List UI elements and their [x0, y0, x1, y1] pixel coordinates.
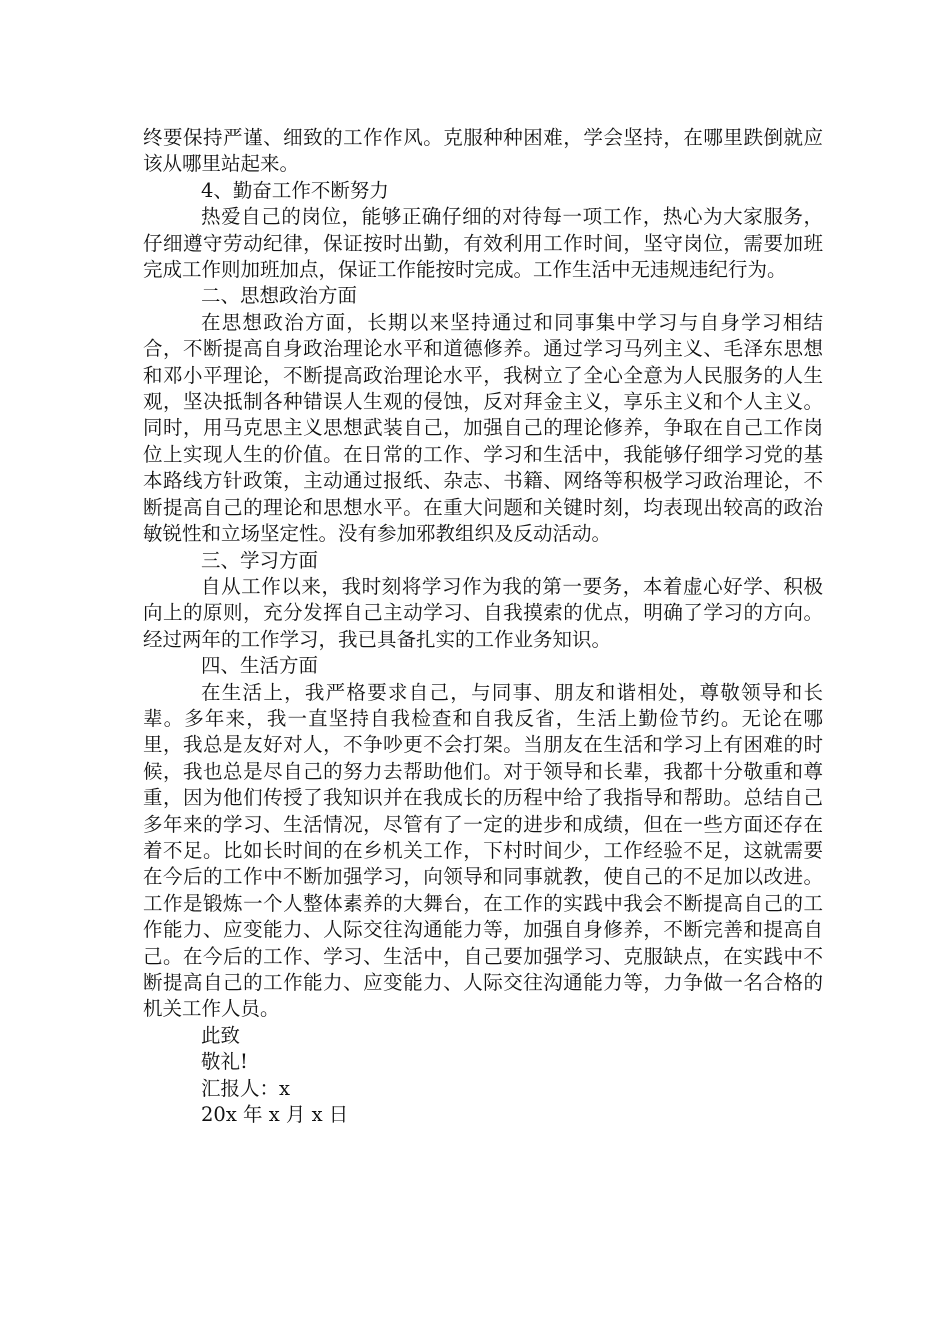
section-heading-political-thought: 二、思想政治方面 [201, 284, 358, 308]
closing-regards: 敬礼! [201, 1050, 248, 1074]
section-heading-life: 四、生活方面 [201, 654, 319, 678]
section-heading-diligent-work: 4、勤奋工作不断努力 [201, 178, 389, 202]
paragraph-life: 在生活上，我严格要求自己，与同事、朋友和谐相处，尊敬领导和长辈。多年来，我一直坚持自我检查和自我反省，生活上勤俭节约。无论在哪里，我总是友好对人，不争吵更不会打架。当朋友在生活和学习上有困难的时候，我也总是尽自己的努力去帮助他们。对于领导和长辈，我都十分敬重和尊重，因为他们传授了我知识并在我成长的历程中给了我指导和帮助。总结自己多年来的学习、生活情况，尽管有了一定的进步和成绩，但在一些方面还存在着不足。比如长时间的在乡机关工作，下村时间少，工作经验不足，这就需要在今后的工作中不断加强学习，向领导和同事就教，使自己的不足加以改进。工作是锻炼一个人整体素养的大舞台，在工作的实践中我会不断提高自己的工作能力、应变能力、人际交往沟通能力等，加强自身修养，不断完善和提高自己。在今后的工作、学习、生活中，自己要加强学习、克服缺点，在实践中不断提高自己的工作能力、应变能力、人际交往沟通能力等，力争做一名合格的机关工作人员。 [143, 680, 823, 1021]
paragraph-study: 自从工作以来，我时刻将学习作为我的第一要务，本着虚心好学、积极向上的原则，充分发挥自己主动学习、自我摸索的优点，明确了学习的方向。经过两年的工作学习，我已具备扎实的工作业务知识。 [143, 574, 823, 651]
closing-date: 20x 年 x 月 x 日 [201, 1103, 349, 1127]
paragraph-diligent-work: 热爱自己的岗位，能够正确仔细的对待每一项工作，热心为大家服务，仔细遵守劳动纪律，保证按时出勤，有效利用工作时间，坚守岗位，需要加班完成工作则加班加点，保证工作能按时完成。工作生活中无违规违纪行为。 [143, 205, 823, 282]
closing-reporter: 汇报人：x [201, 1076, 290, 1100]
document-body [143, 125, 823, 1128]
paragraph-political-thought: 在思想政治方面，长期以来坚持通过和同事集中学习与自身学习相结合，不断提高自身政治理论水平和道德修养。通过学习马列主义、毛泽东思想和邓小平理论，不断提高政治理论水平，我树立了全心全意为人民服务的人生观，坚决抵制各种错误人生观的侵蚀，反对拜金主义，享乐主义和个人主义。同时，用马克思主义思想武装自己，加强自己的理论修养，争取在自己工作岗位上实现人生的价值。在日常的工作、学习和生活中，我能够仔细学习党的基本路线方针政策，主动通过报纸、杂志、书籍、网络等积极学习政治理论，不断提高自己的理论和思想水平。在重大问题和关键时刻，均表现出较高的政治敏锐性和立场坚定性。没有参加邪教组织及反动活动。 [143, 310, 823, 546]
closing-salutation: 此致 [201, 1023, 241, 1047]
paragraph-continuation: 终要保持严谨、细致的工作作风。克服种种困难，学会坚持，在哪里跌倒就应该从哪里站起来。 [143, 126, 823, 176]
section-heading-study: 三、学习方面 [201, 548, 319, 572]
